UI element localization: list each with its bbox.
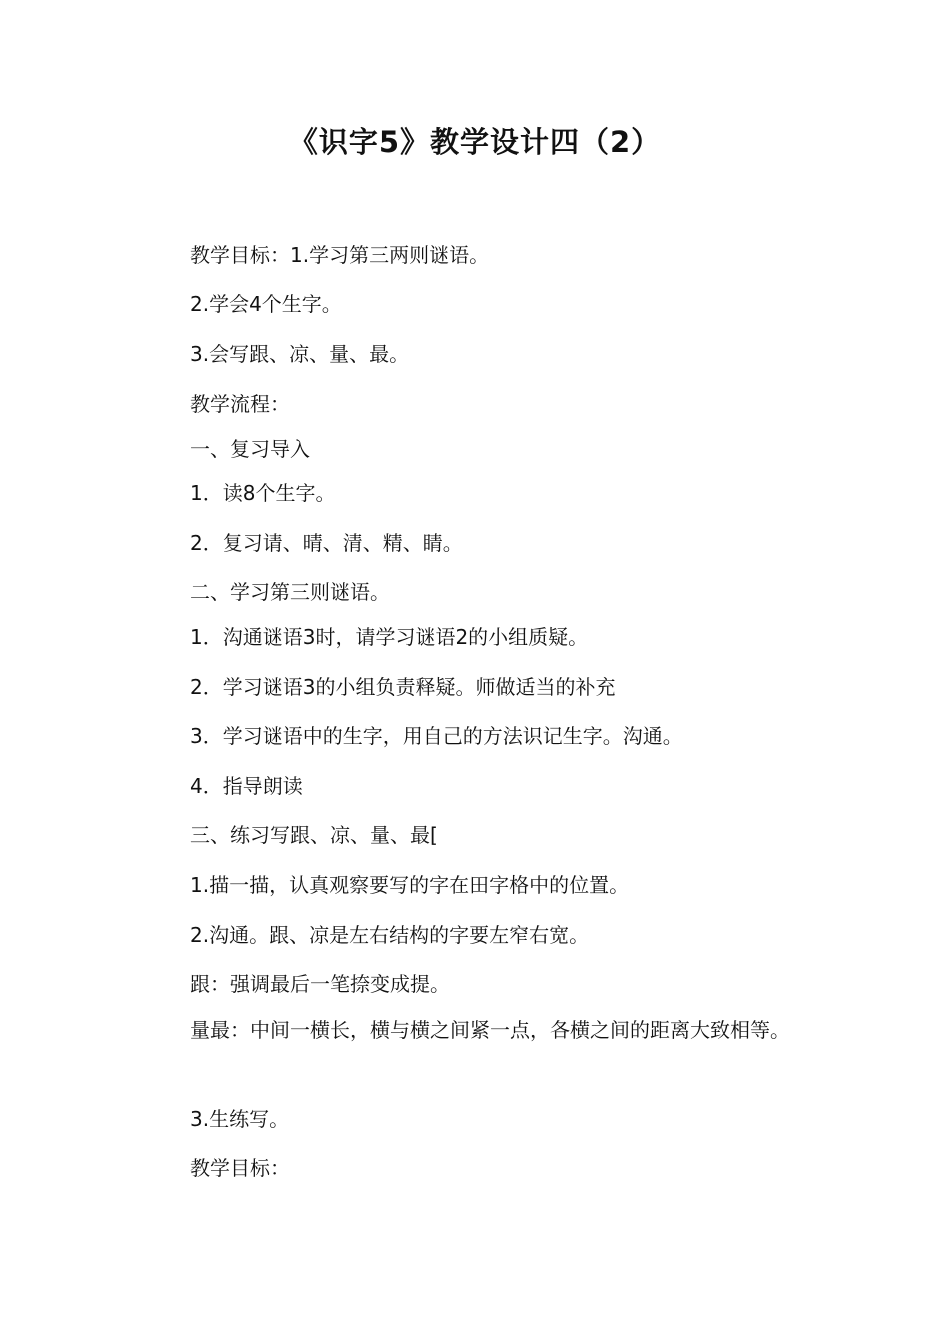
list-item: 1.描一描，认真观察要写的字在田字格中的位置。 (190, 873, 630, 897)
list-item: 3．学习谜语中的生字，用自己的方法识记生字。沟通。 (190, 724, 683, 748)
paragraph-gen-note: 跟：强调最后一笔捺变成提。 (190, 972, 450, 996)
section-heading-review: 一、复习导入 (190, 437, 310, 461)
paragraph-objectives: 教学目标：1.学习第三两则谜语。 (190, 243, 490, 267)
paragraph-liang-zui-note: 量最：中间一横长，横与横之间紧一点，各横之间的距离大致相等。 (190, 1018, 790, 1042)
paragraph-learn-characters: 2.学会4个生字。 (190, 292, 342, 316)
list-item: 1．读8个生字。 (190, 481, 336, 505)
list-item: 4．指导朗读 (190, 774, 303, 798)
list-item: 1．沟通谜语3时，请学习谜语2的小组质疑。 (190, 625, 589, 649)
paragraph-objectives-heading: 教学目标： (190, 1156, 290, 1180)
list-item: 3.生练写。 (190, 1107, 290, 1131)
list-item: 2．学习谜语3的小组负责释疑。师做适当的补充 (190, 675, 616, 699)
paragraph-process-heading: 教学流程： (190, 392, 290, 416)
section-heading-writing: 三、练习写跟、凉、量、最[ (190, 823, 438, 847)
list-item: 2.沟通。跟、凉是左右结构的字要左窄右宽。 (190, 923, 590, 947)
list-item: 2．复习请、晴、清、精、睛。 (190, 531, 463, 555)
paragraph-write-characters: 3.会写跟、凉、量、最。 (190, 342, 410, 366)
section-heading-riddle: 二、学习第三则谜语。 (190, 580, 390, 604)
document-title: 《识字5》教学设计四（2） (288, 125, 662, 159)
